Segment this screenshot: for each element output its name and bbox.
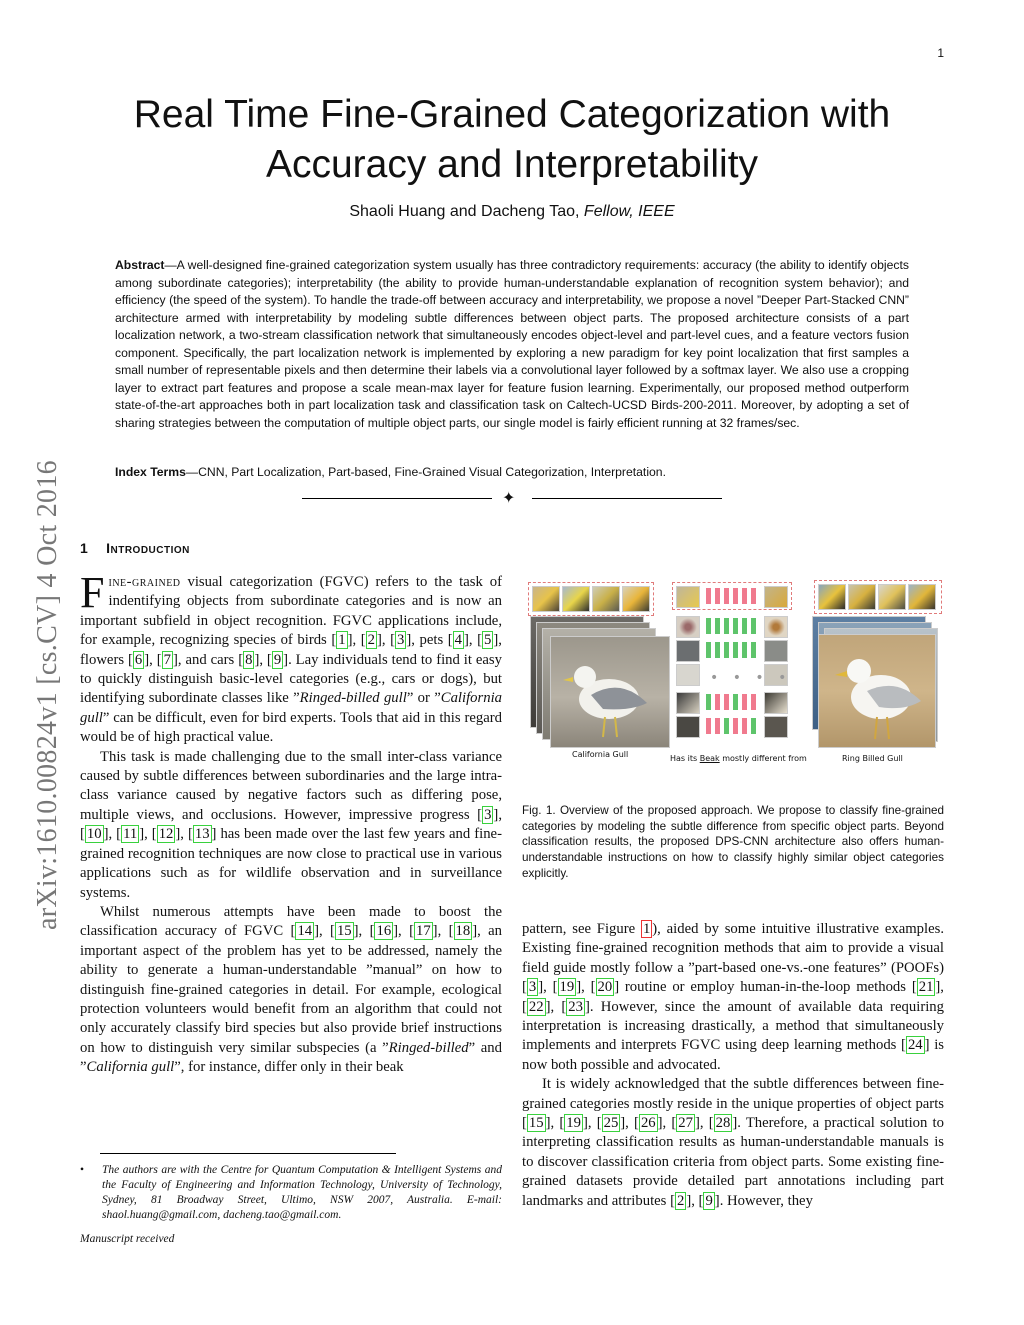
figure-label-left: California Gull [572,750,629,759]
part-crop-image [764,716,788,738]
part-crop-image [764,692,788,714]
part-crop-image [676,692,700,714]
intro-paragraph-2: This task is made challenging due to the small inter-class variance caused by subtle differences between subordinaries and the large intra-class variance caused by negative factors such as differing pose, multiple views, and occlusions. However, impressive progress [ 3 ], [ 10 ], [ 11 ], [ 12 ], [ 13 ] has been made over the last few years and fine-grained recognition techniques are now close to practical use in various applications such as for wildlife observation and in surveillance systems. [80,748,502,901]
citation-link[interactable]: 9 [705,1192,713,1209]
difference-bar [724,694,729,710]
text: ” can be difficult, even for bird experts. Tools that aid in this regard would be of high practical value. [80,709,502,746]
footnote [80,1163,502,1223]
citation-link[interactable]: 2 [367,632,375,649]
section-heading [80,540,190,556]
intro-smallcaps: ine-grained [108,574,181,590]
difference-bar [706,694,711,710]
right-column [522,920,944,1211]
index-terms-text: —CNN, Part Localization, Part-based, Fine-Grained Visual Categorization, Interpretation. [185,465,666,479]
text: Ringed-billed gull [299,690,407,707]
difference-bar [742,718,747,734]
difference-bar [706,718,711,734]
text: , flowers [80,632,502,668]
citation-link[interactable]: 25 [603,1115,619,1132]
text: . However, they [719,1192,813,1209]
citation-link[interactable]: 5 [484,632,492,649]
citation-link[interactable]: 14 [297,923,313,940]
text: California gull [86,1059,175,1076]
difference-bar [742,588,747,604]
right-paragraph-2: It is widely acknowledged that the subtle differences between fine-grained categories mostly reside in the unique properties of object parts [ 15 ], [ 19 ], [ 25 ], [ 26 ], [ 27 ], [ 28 ]. Therefore, a practical solution to interpreting classification results as human-understandable manuals is to discover classification criteria from object parts. Some existing fine-grained datasets provide detailed part annotations including part landmarks and attributes [ 2 ], [ 9 ]. However, they [522,1076,944,1209]
text: , an important aspect of the problem has yet to be addressed, namely the ability to generate a human-understandable ”manual” on how to distinguish fine-grained categories in detail. For example, ecological protection volunteers would benefit from an algorithm that could not only accurately classify bird species but also provide brief instructions on how to distinguish very similar subspecies (a ” [80,923,502,1056]
text: This task is made challenging due to the small inter-class variance caused by subtle differences between subordinaries and the large intra-class variance caused by negative factors such as differing pose, multiple views, and occlusions. However, impressive progress [80,748,502,823]
text: . Therefore, a practical solution to interpreting classification results as human-understandable manuals is to discover classification criteria from object parts. Some existing fine-grained datasets provide detailed part annotations including part landmarks and attributes [522,1115,944,1209]
text: . However, since the amount of available data requiring interpretation is increasing drastically, a method that simultaneously implements and interprets FGVC using deep learning methods [522,998,944,1054]
citation-link[interactable]: 4 [454,632,462,649]
beak-crop-image [908,584,936,610]
title-line-2: Accuracy and Interpretability [265,142,759,186]
difference-bar [751,618,756,634]
beak-crop-image [818,584,846,610]
ellipsis-dots: • • • • [710,670,792,686]
figure-caption: Fig. 1. Overview of the proposed approach. We propose to classify fine-grained categories by modeling the subtle difference from specific object parts. Beyond classification results, the proposed DPS-CNN architecture also offers human-understandable instructions on how to classify highly similar object categories explicitly. [522,804,944,880]
beak-crop-image [592,586,620,612]
citation-link[interactable]: 17 [415,923,431,940]
citation-link[interactable]: 19 [559,979,575,996]
beak-crop-image [622,586,650,612]
citation-link[interactable]: 11 [123,826,138,843]
citation-link[interactable]: 13 [194,826,210,843]
difference-bar [724,618,729,634]
citation-link[interactable]: 9 [273,651,282,668]
california-gull-image [550,636,670,748]
citation-link[interactable]: 10 [86,826,102,843]
text: Ringed-billed [388,1039,469,1056]
arxiv-stamp [32,365,72,930]
beak-crop-image [532,586,560,612]
part-crop-image [676,664,700,686]
figure-1 [522,578,944,768]
citation-link[interactable]: 15 [336,923,352,940]
right-paragraph-1: pattern, see Figure 1 ), aided by some intuitive illustrative examples. Existing fine-grained recognition methods that aim to provide a visual field guide mostly follow a ”part-based one-vs.-one features” (POOFs) [ 3 ], [ 19 ], [ 20 ] routine or employ human-in-the-loop methods [ 21 ], [ 22 ], [ 23 ]. However, since the amount of available data requiring interpretation is increasing drastically, a method that simultaneously implements and interprets FGVC using deep learning methods [ 24 ] is now both possible and advocated. [522,921,944,1073]
difference-bar [742,642,747,658]
citation-link[interactable]: 7 [163,651,171,668]
section-number: 1 [80,540,89,556]
abstract [115,257,909,432]
part-crop-image [676,716,700,738]
text: Whilst numerous attempts have been made to boost the classification accuracy of FGVC [80,903,502,940]
part-crop-image [764,616,788,638]
beak-crop-image [764,586,788,608]
citation-link[interactable]: 21 [918,979,934,996]
paper-title [90,90,934,189]
difference-bar [715,618,720,634]
citation-link[interactable]: 26 [640,1115,656,1132]
citation-link[interactable]: 1 [338,632,346,649]
part-crop-image [676,640,700,662]
text: Beak [699,754,720,763]
beak-crop-image [878,584,906,610]
difference-bar [724,588,729,604]
difference-bar [742,694,747,710]
text: has been made over the last few years and fine-grained recognition techniques are now close to practical use in various applications such as for wildlife observation and in surveillance systems. [80,826,502,901]
citation-link[interactable]: 3 [484,806,492,823]
citation-link[interactable]: 18 [455,923,471,940]
divider-line-right [532,498,722,499]
figure-label-middle [670,754,807,763]
beak-crop-image [848,584,876,610]
difference-bar [751,588,756,604]
citation-link[interactable]: 6 [134,651,143,668]
citation-link[interactable]: 27 [678,1115,693,1132]
dropcap: F [80,568,105,617]
text: ” or ” [406,690,441,707]
text: . Lay individuals tend to find it easy to quickly distinguish basic-level categories (e.g., cars or dogs), but identifying subordinate classes like ” [80,651,502,707]
gull-icon [551,637,669,747]
footnote-rule [100,1153,396,1154]
part-crop-image [764,640,788,662]
difference-bar [724,718,729,734]
citation-link[interactable]: 3 [528,979,537,996]
beak-crop-image [562,586,590,612]
manuscript-note: Manuscript received [80,1233,175,1245]
footnote-bullet-icon: • [80,1164,85,1176]
text: ” and ” [80,1039,502,1076]
abstract-label: Abstract [115,258,165,272]
difference-bar [715,694,720,710]
gull-icon [819,635,935,747]
author-names: Shaoli Huang and Dacheng Tao, [349,203,580,220]
text: ”, for instance, differ only in their beak [174,1059,404,1076]
text: visual categorization (FGVC) refers to the task of indentifying objects from subordinate categories and is now an important subfield in object recognition. FGVC applications include, for example, recognizing species of birds [80,574,502,649]
difference-bar [733,642,738,658]
difference-bar [733,718,738,734]
citation-link[interactable]: 19 [566,1115,581,1132]
citation-link[interactable]: 22 [528,998,544,1015]
difference-bar [733,694,738,710]
difference-bar [706,588,711,604]
text: pattern, see Figure [522,921,641,937]
citation-link[interactable]: 23 [568,998,583,1015]
citation-link[interactable]: 2 [676,1192,685,1209]
difference-bar [742,618,747,634]
section-divider [302,490,722,506]
citation-link[interactable]: 20 [597,979,613,996]
divider-line-left [302,498,492,499]
authors [90,203,934,221]
text: is now both possible and advocated. [522,1037,944,1073]
intro-paragraph-3: Whilst numerous attempts have been made to boost the classification accuracy of FGVC [ 14 ], [ 15 ], [ 16 ], [ 17 ], [ 18 ], an important aspect of the problem has yet to be addressed, namely the ability to generate a human-understandable ”manual” on how to distinguish fine-grained categories in detail. For example, ecological protection volunteers would benefit from an algorithm that could not only accurately classify bird species but also provide brief instructions on how to distinguish very similar subspecies (a ”Ringed-billed” and ”California gull”, for instance, differ only in their beak [80,903,502,1076]
figure-label-right: Ring Billed Gull [842,754,903,763]
footnote-text: The authors are with the Centre for Quantum Computation & Intelligent Systems and the Faculty of Engineering and Information Technology, University of Technology, Sydney, 81 Broadway Street, Ultimo, NSW 2007, Australia. E-mail: shaol.huang@gmail.com, dacheng.tao@gmail.com. [102,1164,502,1221]
citation-link[interactable]: 8 [245,651,253,668]
citation-link[interactable]: 28 [715,1115,731,1132]
text: , and cars [177,651,239,668]
difference-bar [715,718,720,734]
text: It is widely acknowledged that the subtle differences between fine-grained categories mostly reside in the unique properties of object parts [522,1076,944,1112]
ring-billed-gull-image [818,634,936,748]
text: routine or employ human-in-the-loop methods [619,979,912,996]
text: California gull [80,690,502,726]
divider-star-icon: ✦ [502,488,516,507]
figure-link[interactable]: 1 [642,921,651,937]
abstract-text: —A well-designed fine-grained categorization system usually has three contradictory requirements: accuracy (the ability to identify objects among subordinate categories); interpretability (the ability to provide human-understandable explanation of recognition system behavior); and efficiency (the speed of the system). To handle the trade-off between accuracy and interpretability, we propose a novel ”Deeper Part-Stacked CNN” architecture armed with interpretability by modeling subtle differences between object parts. The proposed architecture consists of a part localization network, a two-stream classification network that simultaneously encodes object-level and part-level cues, and a feature vectors fusion component. Specifically, the part localization network is implemented by exploring a new paradigm for key point localization that first samples a small number of representable pixels and then determine their labels via a convolutional layer followed by a softmax layer. We also use a cropping layer to extract part features and propose a scale mean-max layer for feature fusion learning. Experimentally, our proposed method outperform state-of-the-art approaches both in part localization task and classification task on Caltech-UCSD Birds-200-2011. Moreover, by adopting a set of sharing strategies between the computation of multiple object parts, our single model is fairly efficient running at 32 frames/sec. [115,258,909,430]
part-crop-image [676,616,700,638]
arxiv-stamp-text: arXiv:1610.00824v1 [cs.CV] 4 Oct 2016 [32,460,63,930]
section-title: Introduction [106,540,190,556]
difference-bar [733,618,738,634]
text: , pets [411,632,448,649]
text: ), aided by some intuitive illustrative examples. Existing fine-grained recognition methods that aim to provide a visual field guide mostly follow a ”part-based one-vs.-one features” (POOFs) [522,921,944,976]
text: mostly different from [719,754,807,763]
difference-bar [724,642,729,658]
difference-bar [706,618,711,634]
difference-bar [715,642,720,658]
difference-bar [733,588,738,604]
difference-bar [706,642,711,658]
difference-bar [751,694,756,710]
citation-link[interactable]: 12 [158,826,174,843]
difference-bar [751,642,756,658]
difference-bar [751,718,756,734]
intro-paragraph-1: Fine-grained visual categorization (FGVC) refers to the task of indentifying objects from subordinate categories and is now an important subfield in object recognition. FGVC applications include, for example, recognizing species of birds [ 1 ], [ 2 ], [ 3 ], pets [ 4 ], [ 5 ], flowers [ 6 ], [ 7 ], and cars [ 8 ], [ 9 ]. Lay individuals tend to find it easy to quickly distinguish basic-level categories (e.g., cars or dogs), but identifying subordinate classes like ”Ringed-billed gull” or ”California gull” can be difficult, even for bird experts. Tools that aid in this regard would be of high practical value. [80,568,502,746]
beak-crop-image [676,586,700,608]
page-number: 1 [937,46,944,60]
index-terms-label: Index Terms [115,465,186,479]
index-terms [115,465,909,479]
title-line-1: Real Time Fine-Grained Categorization with [133,93,891,136]
difference-bar [715,588,720,604]
text: Has its [670,754,700,763]
citation-link[interactable]: 15 [528,1115,544,1132]
citation-link[interactable]: 3 [397,632,405,649]
citation-link[interactable]: 16 [376,923,392,940]
citation-link[interactable]: 24 [907,1037,923,1054]
author-fellow: Fellow, IEEE [583,203,675,220]
left-column [80,568,502,1078]
